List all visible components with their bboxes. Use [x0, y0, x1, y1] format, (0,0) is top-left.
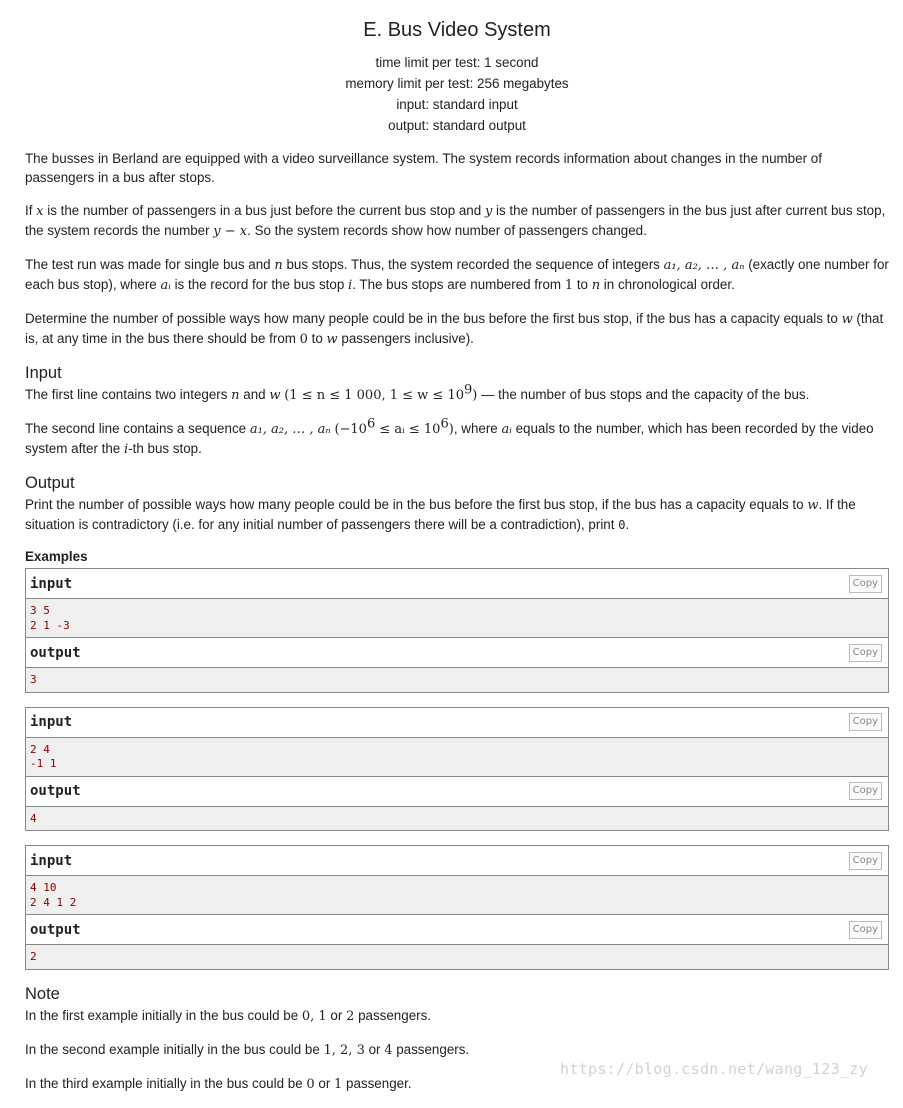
copy-input-button[interactable]: Copy	[849, 575, 882, 593]
sample-test-1	[25, 568, 889, 693]
sample-output: 3	[26, 668, 888, 692]
memory-limit: memory limit per test: 256 megabytes	[345, 76, 569, 91]
note-line-1: In the first example initially in the bus could be 0, 1 or 2 passengers.	[25, 1007, 432, 1024]
sample-input-label: input	[30, 714, 73, 730]
copy-output-button[interactable]: Copy	[849, 782, 882, 800]
sample-output: 2	[26, 945, 888, 969]
statement-paragraph-1: The busses in Berland are equipped with a video surveillance system. The system records information about changes in the number of passengers in a bus after stops.	[25, 151, 822, 185]
copy-input-button[interactable]: Copy	[849, 852, 882, 870]
input-line-1: The first line contains two integers n and w (1 ≤ n ≤ 1 000, $1 \le w \le 10^9$) — the number of bus stops and the capacity of the bus.	[25, 382, 810, 403]
input-line-2: The second line contains a sequence a₁, a₂, … , aₙ ($-10^6$ ≤ aᵢ ≤ $10^6$), where aᵢ equals to the number, which has been recorded by the video system after the i-th bus stop.	[25, 416, 874, 457]
sample-output-label: output	[30, 644, 81, 661]
sample-input-label: input	[30, 575, 73, 592]
sample-output: 4	[26, 807, 888, 831]
copy-input-button[interactable]: Copy	[849, 713, 882, 731]
note-section-title: Note	[25, 984, 60, 1003]
watermark: https://blog.csdn.net/wang_123_zy	[560, 1060, 868, 1078]
statement-paragraph-4: Determine the number of possible ways how many people could be in the bus before the first bus stop, if the bus has a capacity equals to w (that is, at any time in the bus there should be from 0 to w passengers inclusive).	[25, 311, 884, 347]
sample-input: 4 10 2 4 1 2	[26, 876, 888, 915]
time-limit: time limit per test: 1 second	[375, 55, 539, 70]
statement-paragraph-2: If x is the number of passengers in a bus just before the current bus stop and y is the number of passengers in the bus just after current bus stop, the system records the number y − x. So the system records show how number of passengers changed.	[25, 203, 886, 239]
sample-input: 2 4 -1 1	[26, 738, 888, 777]
problem-limits	[25, 52, 889, 136]
sample-input-label: input	[30, 852, 73, 869]
copy-output-button[interactable]: Copy	[849, 644, 882, 662]
output-section-title: Output	[25, 474, 75, 492]
input-section-title: Input	[25, 364, 62, 382]
statement-paragraph-3: The test run was made for single bus and n bus stops. Thus, the system recorded the sequence of integers a₁, a₂, … , aₙ (exactly one number for each bus stop), where aᵢ is the record for the bus stop i. The bus stops are numbered from 1 to n in chronological order.	[25, 257, 889, 293]
sample-input: 3 5 2 1 -3	[26, 599, 888, 638]
copy-output-button[interactable]: Copy	[849, 921, 882, 939]
sample-test-3	[25, 845, 889, 970]
sample-test-2	[25, 707, 889, 832]
examples-title: Examples	[25, 549, 88, 564]
sample-output-label: output	[30, 921, 81, 938]
note-line-2: In the second example initially in the bus could be 1, 2, 3 or 4 passengers.	[25, 1041, 470, 1058]
input-file: input: standard input	[396, 97, 518, 112]
problem-title: E. Bus Video System	[363, 19, 551, 41]
output-line-1: Print the number of possible ways how many people could be in the bus before the first bus stop, if the bus has a capacity equals to w. If the situation is contradictory (i.e. for any initial number of passengers there will be a contradiction), print 0.	[25, 497, 856, 532]
sample-output-label: output	[30, 783, 81, 799]
note-line-3: In the third example initially in the bus could be 0 or 1 passenger.	[25, 1075, 412, 1092]
problem-statement	[25, 0, 889, 1108]
output-file: output: standard output	[388, 118, 526, 133]
